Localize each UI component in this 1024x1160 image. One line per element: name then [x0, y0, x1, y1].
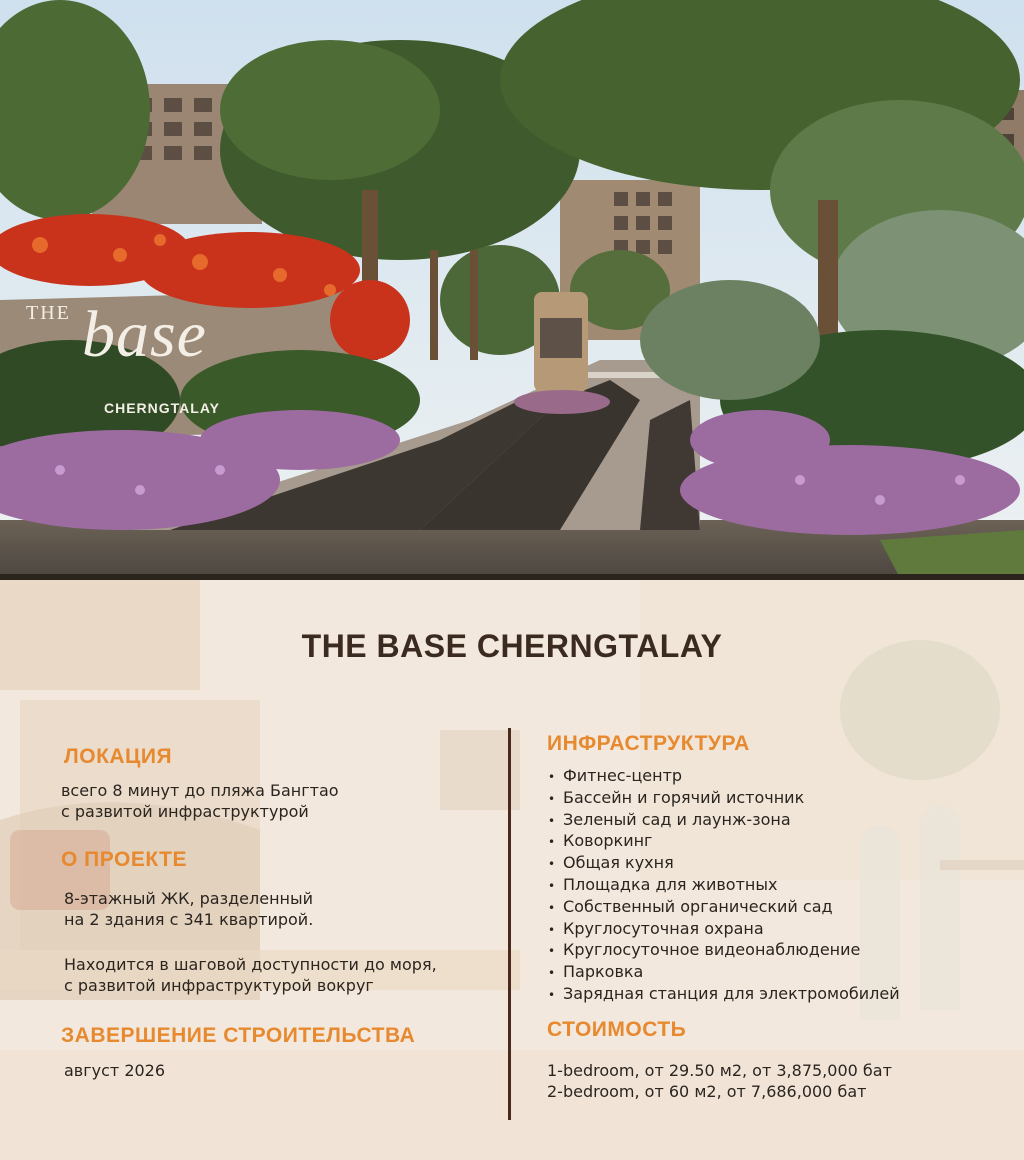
price-line-1: 1-bedroom, от 29.50 м2, от 3,875,000 бат — [547, 1061, 892, 1080]
column-divider — [508, 728, 511, 1120]
list-item: • Общая кухня — [548, 853, 674, 873]
list-item: • Собственный органический сад — [548, 896, 833, 916]
logo-base-text: base — [82, 298, 207, 371]
list-item: • Бассейн и горячий источник — [548, 787, 805, 807]
list-item: • Зарядная станция для электромобилей — [548, 983, 900, 1003]
location-heading: ЛОКАЦИЯ — [64, 745, 173, 768]
hero-illustration — [0, 0, 1024, 578]
list-item: • Фитнес-центр — [548, 766, 683, 785]
info-panel — [0, 580, 1024, 1160]
about-text-2: Находится в шаговой доступности до моря, с развитой инфраструктурой вокруг — [64, 955, 437, 995]
list-item: • Площадка для животных — [548, 874, 778, 894]
infrastructure-heading: ИНФРАСТРУКТУРА — [547, 732, 750, 755]
completion-heading: ЗАВЕРШЕНИЕ СТРОИТЕЛЬСТВА — [61, 1024, 416, 1047]
hero-image — [0, 0, 1024, 578]
project-logo — [24, 296, 274, 426]
page-title: THE BASE CHERNGTALAY — [301, 628, 723, 664]
price-line-2: 2-bedroom, от 60 м2, от 7,686,000 бат — [547, 1082, 867, 1101]
list-item: • Коворкинг — [548, 831, 653, 851]
about-heading: О ПРОЕКТЕ — [61, 848, 188, 871]
list-item: • Парковка — [548, 962, 644, 982]
list-item: • Круглосуточное видеонаблюдение — [548, 940, 861, 960]
logo-the-text: THE — [26, 302, 71, 324]
about-text-1: 8-этажный ЖК, разделенный на 2 здания с 341 квартирой. — [64, 889, 314, 929]
infrastructure-list — [548, 766, 900, 1006]
price-heading: СТОИМОСТЬ — [547, 1018, 687, 1041]
list-item: • Круглосуточная охрана — [548, 918, 764, 938]
location-text: всего 8 минут до пляжа Бангтао с развитой инфраструктурой — [61, 781, 339, 821]
completion-text: август 2026 — [64, 1061, 166, 1080]
list-item: • Зеленый сад и лаунж-зона — [548, 809, 791, 829]
logo-subtitle: CHERNGTALAY — [104, 400, 221, 416]
